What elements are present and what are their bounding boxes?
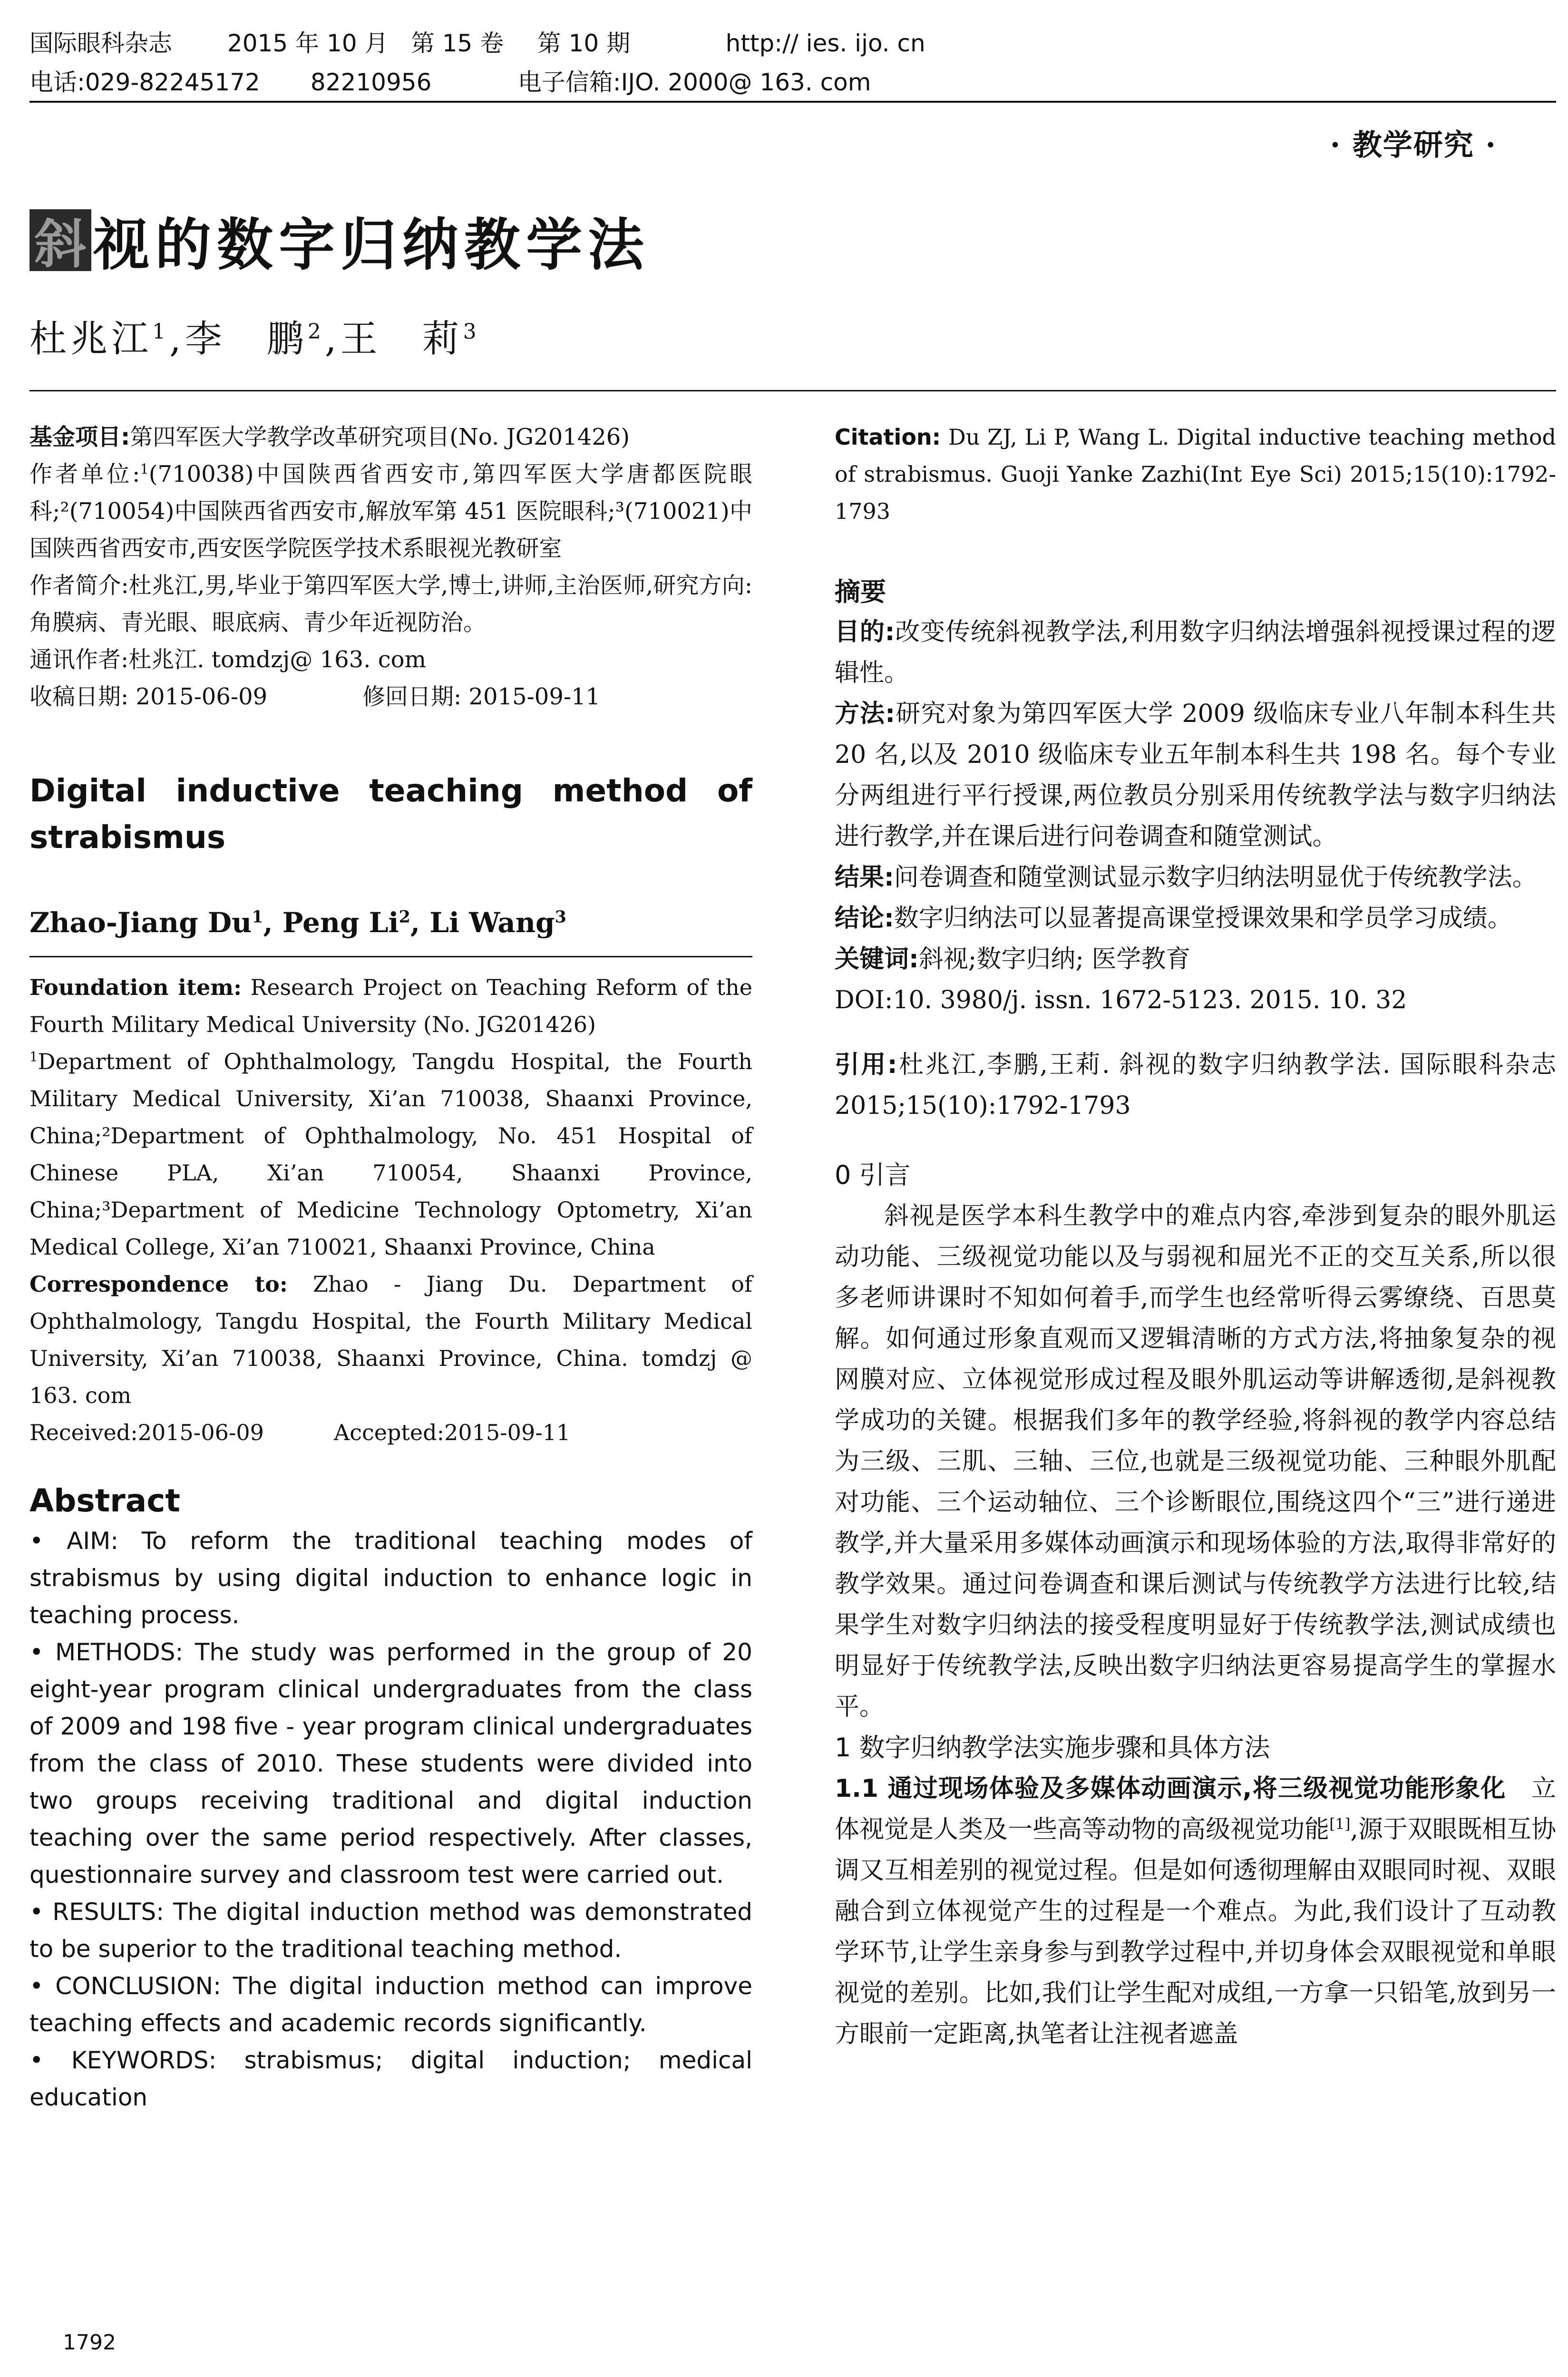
author-sup: 1 (152, 320, 170, 344)
affiliation-label: 作者单位: (29, 461, 140, 487)
section-1-1 (835, 1768, 1556, 2055)
received-en: Received:2015-06-09 (29, 1420, 264, 1445)
conclusion-label: 结论: (835, 904, 894, 933)
keywords-text: 斜视;数字归纳; 医学教育 (918, 945, 1191, 974)
english-authors: Zhao-Jiang Du$^1$, Peng Li$^2$, Li Wang$^3$ (29, 906, 566, 939)
section-1-1-heading: 1.1 通过现场体验及多媒体动画演示,将三级视觉功能形象化 (835, 1774, 1506, 1803)
author-name: Li Wang (429, 906, 555, 939)
page-number: 1792 (63, 2330, 116, 2355)
cite-cn (835, 1044, 1556, 1126)
author-name: 王 莉 (340, 318, 463, 360)
journal-name: 国际眼科杂志 (29, 29, 172, 57)
reference-1[interactable]: [1] (1329, 1815, 1351, 1833)
departments (29, 1043, 752, 1266)
corresponding-author (29, 641, 752, 678)
citation (835, 419, 1556, 530)
cite-text: 杜兆江,李鹏,王莉. 斜视的数字归纳教学法. 国际眼科杂志 2015;15(10):1792-1793 (835, 1051, 1557, 1120)
phone: 电话:029-82245172 (29, 68, 260, 96)
received-cn: 收稿日期: 2015-06-09 (29, 683, 268, 710)
aim-label: 目的: (835, 618, 895, 646)
aim-text: 改变传统斜视教学法,利用数字归纳法增强斜视授课过程的逻辑性。 (835, 618, 1557, 687)
article-title (29, 200, 650, 281)
authors-cn: 杜兆江$^1$,李 鹏$^2$,王 莉$^3$ (29, 318, 480, 360)
correspondence (29, 1266, 752, 1414)
corr-text[interactable]: 杜兆江. tomdzj@ 163. com (128, 646, 426, 673)
foundation-item (29, 969, 752, 1043)
cite-label: 引用: (835, 1051, 897, 1079)
abstract-heading: Abstract (29, 1482, 180, 1519)
methods-label: 方法: (835, 700, 896, 728)
section-tag: · 教学研究 · (1330, 127, 1497, 162)
issue: 第 10 期 (537, 29, 631, 57)
summary-results (835, 857, 1556, 898)
english-title: Digital inductive teaching method of strabismus (29, 772, 752, 856)
citation-text: Du ZJ, Li P, Wang L. Digital inductive teaching method of strabismus. Guoji Yanke Zazhi(Int Eye Sci) 2015;15(10):1792-1793 (835, 424, 1557, 524)
foundation (29, 419, 752, 456)
foundation-label: 基金项目: (29, 424, 130, 450)
abstract-conclusion: • CONCLUSION: The digital induction method can improve teaching effects and academic records significantly. (29, 1972, 752, 2037)
title-rule (29, 390, 1556, 391)
author-sup: 2 (399, 907, 410, 927)
conclusion-text: 数字归纳法可以显著提高课堂授课效果和学员学习成绩。 (894, 904, 1512, 933)
dates-cn (29, 678, 752, 715)
foundation-item-label: Foundation item: (29, 974, 242, 1000)
author-name: 杜兆江 (29, 318, 153, 360)
phone-2: 82210956 (310, 68, 432, 96)
abstract-keywords: • KEYWORDS: strabismus; digital induction; medical education (29, 2046, 752, 2111)
dates-en (29, 1414, 752, 1451)
author-bio (29, 567, 752, 641)
foundation-text: 第四军医大学教学改革研究项目(No. JG201426) (130, 424, 630, 450)
header-rule (29, 101, 1556, 103)
journal-url[interactable]: http:// ies. ijo. cn (725, 29, 925, 57)
summary-keywords (835, 939, 1556, 980)
abstract-methods: • METHODS: The study was performed in the group of 20 eight-year program clinical undergraduates from the class of 2009 and 198 five - year program clinical undergraduates from the class of 2010. These students were divided into two groups receiving traditional and digital induction teaching over the same period respectively. After classes, questionnaire survey and classroom test were carried out. (29, 1638, 752, 1889)
departments-text: Department of Ophthalmology, Tangdu Hospital, the Fourth Military Medical University, Xi’an 710038, Shaanxi Province, China;²Department of Ophthalmology, No. 451 Hospital of Chinese PLA, Xi’an 710054, Shaanxi Province, China;³Department of Medicine Technology Optometry, Xi’an Medical College, Xi’an 710021, Shaanxi Province, China (29, 1049, 752, 1260)
doi[interactable]: DOI:10. 3980/j. issn. 1672-5123. 2015. 10. 32 (835, 986, 1407, 1014)
right-column (835, 419, 1556, 2055)
volume: 第 15 卷 (410, 29, 504, 57)
issue-date: 2015 年 10 月 (227, 29, 389, 57)
foundation-item-text: Research Project on Teaching Reform of the Fourth Military Medical University (No. JG201426) (29, 974, 752, 1037)
revised-cn: 修回日期: 2015-09-11 (362, 683, 601, 710)
header-line-2 (29, 63, 1556, 102)
correspondence-label: Correspondence to: (29, 1271, 288, 1297)
author-name: Peng Li (282, 906, 399, 939)
keywords-label: 关键词: (835, 945, 919, 974)
title-text: 视的数字归纳教学法 (93, 212, 650, 278)
title-drop-char: 斜 (29, 209, 91, 271)
author-sup: 1 (252, 907, 263, 927)
header-line-1 (29, 24, 1556, 63)
affiliation (29, 456, 752, 567)
english-rule (29, 956, 752, 957)
dept-sup: 1 (29, 1049, 38, 1065)
section-0-heading: 0 引言 (835, 1160, 911, 1190)
section-1-1-text-2: ,源于双眼既相互协调又互相差别的视觉过程。但是如何透彻理解由双眼同时视、双眼融合到立体视觉产生的过程是一个难点。为此,我们设计了互动教学环节,让学生亲身参与到教学过程中,并切身体会双眼视觉和单眼视觉的差别。比如,我们让学生配对成组,一方拿一只铅笔,放到另一方眼前一定距离,执笔者让注视者遮盖 (835, 1815, 1556, 2048)
affiliation-text: (710038)中国陕西省西安市,第四军医大学唐都医院眼科;²(710054)中国陕西省西安市,解放军第 451 医院眼科;³(710021)中国陕西省西安市,西安医学院医学技术系眼视光教研室 (29, 461, 752, 562)
accepted-en: Accepted:2015-09-11 (334, 1420, 571, 1445)
bio-text: 杜兆江,男,毕业于第四军医大学,博士,讲师,主治医师,研究方向:角膜病、青光眼、眼底病、青少年近视防治。 (29, 572, 752, 636)
running-header (29, 24, 1556, 102)
methods-text: 研究对象为第四军医大学 2009 级临床专业八年制本科生共 20 名,以及 2010 级临床专业五年制本科生共 198 名。每个专业分两组进行平行授课,两位教员分别采用传统教学法与数字归纳法进行教学,并在课后进行问卷调查和随堂测试。 (835, 700, 1556, 851)
section-1-1-text: 立体视觉是人类及一些高等动物的高级视觉功能 (835, 1774, 1556, 1844)
author-sup: 3 (555, 907, 566, 927)
author-sup: 3 (463, 320, 480, 344)
citation-label: Citation: (835, 424, 941, 450)
summary-heading: 摘要 (835, 577, 886, 607)
section-1-heading: 1 数字归纳教学法实施步骤和具体方法 (835, 1733, 1270, 1763)
abstract-results: • RESULTS: The digital induction method was demonstrated to be superior to the traditional teaching method. (29, 1898, 752, 1963)
results-label: 结果: (835, 863, 894, 892)
abstract-aim: • AIM: To reform the traditional teaching modes of strabismus by using digital induction to enhance logic in teaching process. (29, 1527, 752, 1629)
summary-methods (835, 693, 1556, 857)
author-name: Zhao-Jiang Du (29, 906, 252, 939)
author-sup: 2 (307, 320, 325, 344)
left-column (29, 419, 752, 2116)
corr-label: 通讯作者: (29, 646, 129, 673)
email[interactable]: 电子信箱:IJO. 2000@ 163. com (517, 68, 871, 96)
correspondence-text: Zhao - Jiang Du. Department of Ophthalmology, Tangdu Hospital, the Fourth Military Medical University, Xi’an 710038, Shaanxi Province, China. tomdzj @ 163. com (29, 1271, 752, 1408)
affiliation-sup: 1 (140, 461, 149, 477)
author-name: 李 鹏 (185, 318, 308, 360)
summary-conclusion (835, 898, 1556, 939)
bio-label: 作者简介: (29, 572, 129, 599)
summary-aim (835, 612, 1556, 693)
results-text: 问卷调查和随堂测试显示数字归纳法明显优于传统教学法。 (894, 863, 1537, 892)
intro-paragraph: 斜视是医学本科生教学中的难点内容,牵涉到复杂的眼外肌运动功能、三级视觉功能以及与弱视和屈光不正的交互关系,所以很多老师讲课时不知如何着手,而学生也经常听得云雾缭绕、百思莫解。如何通过形象直观而又逻辑清晰的方式方法,将抽象复杂的视网膜对应、立体视觉形成过程及眼外肌运动等讲解透彻,是斜视教学成功的关键。根据我们多年的教学经验,将斜视的教学内容总结为三级、三肌、三轴、三位,也就是三级视觉功能、三种眼外肌配对功能、三个运动轴位、三个诊断眼位,围绕这四个“三”进行递进教学,并大量采用多媒体动画演示和现场体验的方法,取得非常好的教学效果。通过问卷调查和课后测试与传统教学方法进行比较,结果学生对数字归纳法的接受程度明显好于传统教学法,测试成绩也明显好于传统教学法,反映出数字归纳法更容易提高学生的掌握水平。 (835, 1202, 1556, 1721)
